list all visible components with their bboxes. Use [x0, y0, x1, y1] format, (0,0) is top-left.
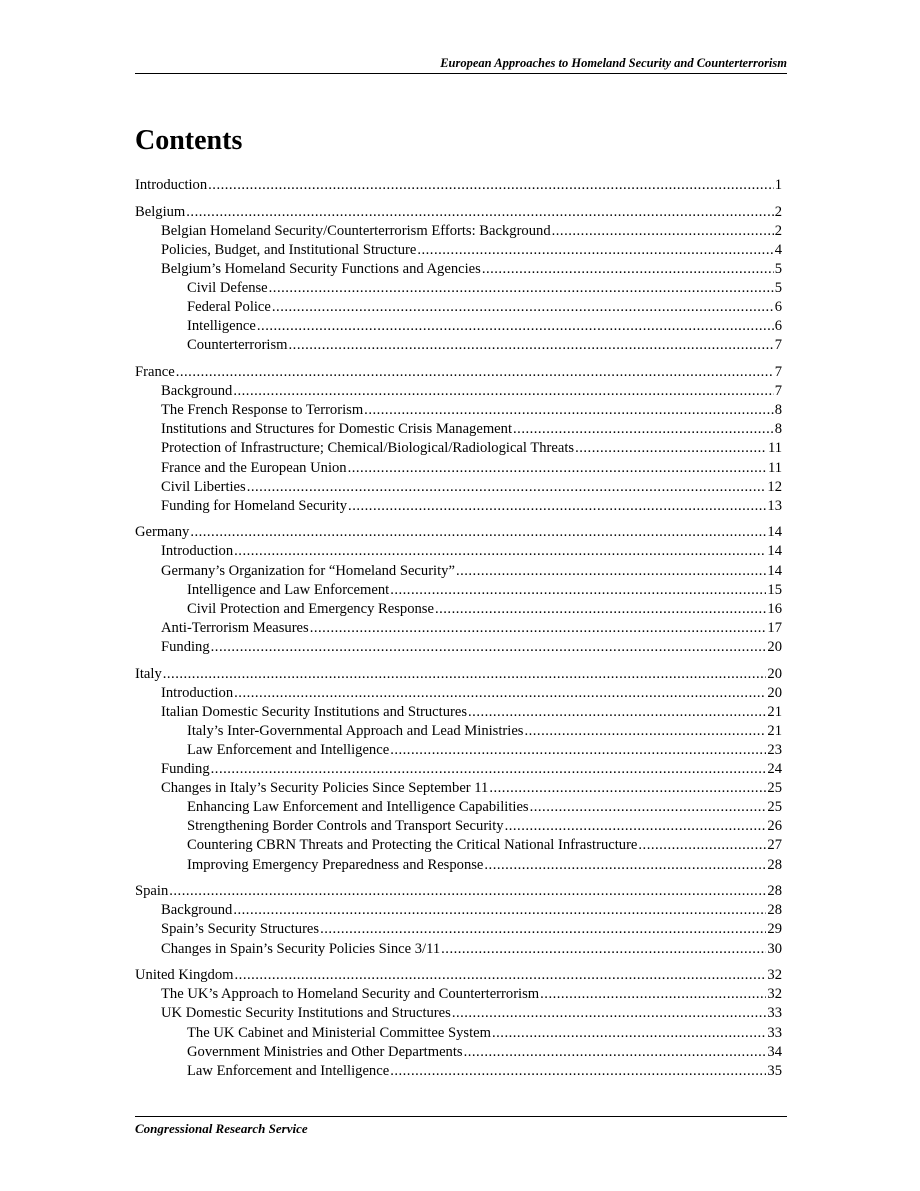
toc-entry-label: Italy’s Inter-Governmental Approach and Lead Ministries: [187, 722, 524, 739]
toc-entry[interactable]: [135, 985, 782, 1004]
toc-entry-page-number: 25: [767, 799, 782, 816]
toc-entry-page-number: 32: [767, 967, 782, 984]
toc-dot-leader: [552, 222, 774, 241]
toc-entry[interactable]: [135, 542, 782, 561]
toc-entry-page-number: 34: [767, 1043, 782, 1060]
toc-dot-leader: [289, 336, 774, 355]
toc-entry[interactable]: [135, 260, 782, 279]
toc-entry[interactable]: [135, 901, 782, 920]
toc-entry-page-number: 26: [767, 818, 782, 835]
toc-entry[interactable]: [135, 798, 782, 817]
toc-entry-label: The French Response to Terrorism: [161, 402, 364, 419]
toc-entry-label: United Kingdom: [135, 967, 234, 984]
toc-entry-page-number: 2: [774, 203, 782, 220]
toc-entry[interactable]: [135, 279, 782, 298]
toc-dot-leader: [348, 497, 766, 516]
toc-entry-page-number: 16: [767, 600, 782, 617]
toc-entry[interactable]: [135, 779, 782, 798]
toc-entry[interactable]: [135, 920, 782, 939]
toc-dot-leader: [530, 798, 767, 817]
toc-entry[interactable]: [135, 741, 782, 760]
toc-entry-label: Government Ministries and Other Departments: [187, 1043, 463, 1060]
toc-entry-page-number: 5: [774, 260, 782, 277]
toc-dot-leader: [234, 684, 766, 703]
toc-entry[interactable]: [135, 317, 782, 336]
toc-entry-page-number: 28: [767, 856, 782, 873]
toc-dot-leader: [482, 260, 774, 279]
toc-entry-label: Protection of Infrastructure; Chemical/Biological/Radiological Threats: [161, 440, 575, 457]
toc-dot-leader: [320, 920, 766, 939]
toc-dot-leader: [257, 317, 774, 336]
toc-entry-page-number: 5: [774, 280, 782, 297]
toc-entry-label: Belgian Homeland Security/Counterterrorism Efforts: Background: [161, 222, 551, 239]
toc-entry-label: France: [135, 364, 175, 381]
toc-entry-page-number: 15: [767, 581, 782, 598]
toc-entry-page-number: 7: [774, 337, 782, 354]
toc-entry[interactable]: [135, 336, 782, 355]
toc-dot-leader: [540, 985, 766, 1004]
toc-dot-leader: [464, 1043, 767, 1062]
toc-entry-label: Countering CBRN Threats and Protecting the Critical National Infrastructure: [187, 837, 638, 854]
toc-entry[interactable]: [135, 401, 782, 420]
toc-entry-label: Italian Domestic Security Institutions and Structures: [161, 703, 468, 720]
toc-dot-leader: [247, 478, 767, 497]
toc-dot-leader: [234, 542, 766, 561]
toc-entry-label: Funding: [161, 761, 210, 778]
toc-entry-page-number: 33: [767, 1005, 782, 1022]
toc-dot-leader: [269, 279, 774, 298]
toc-entry-label: The UK Cabinet and Ministerial Committee System: [187, 1024, 491, 1041]
running-header: European Approaches to Homeland Security and Counterterrorism: [440, 56, 787, 70]
toc-entry-page-number: 21: [767, 703, 782, 720]
toc-entry-page-number: 8: [774, 421, 782, 438]
toc-dot-leader: [484, 856, 766, 875]
toc-dot-leader: [186, 203, 773, 222]
toc-entry-label: Law Enforcement and Intelligence: [187, 1062, 390, 1079]
toc-dot-leader: [169, 882, 766, 901]
toc-entry[interactable]: [135, 581, 782, 600]
toc-entry-label: Changes in Italy’s Security Policies Since September 11: [161, 780, 489, 797]
toc-entry[interactable]: [135, 665, 782, 684]
toc-entry-label: Federal Police: [187, 299, 271, 316]
toc-entry[interactable]: [135, 638, 782, 657]
toc-entry-page-number: 14: [767, 543, 782, 560]
toc-entry-page-number: 2: [774, 222, 782, 239]
toc-dot-leader: [310, 619, 767, 638]
toc-entry-label: Policies, Budget, and Institutional Structure: [161, 241, 417, 258]
toc-entry-page-number: 1: [774, 177, 782, 193]
toc-dot-leader: [208, 176, 774, 195]
toc-entry-label: Institutions and Structures for Domestic Crisis Management: [161, 421, 513, 438]
toc-dot-leader: [390, 741, 766, 760]
toc-dot-leader: [505, 817, 767, 836]
running-footer: Congressional Research Service: [135, 1121, 308, 1136]
toc-entry[interactable]: [135, 222, 782, 241]
toc-dot-leader: [390, 581, 766, 600]
toc-entry[interactable]: [135, 600, 782, 619]
toc-dot-leader: [452, 1004, 767, 1023]
toc-entry-page-number: 35: [767, 1062, 782, 1079]
toc-entry-page-number: 20: [767, 684, 782, 701]
toc-entry[interactable]: [135, 1062, 782, 1081]
toc-entry-page-number: 6: [774, 299, 782, 316]
toc-dot-leader: [441, 940, 766, 959]
toc-entry-label: Introduction: [161, 543, 234, 560]
toc-entry[interactable]: [135, 298, 782, 317]
toc-entry-label: Changes in Spain’s Security Policies Since 3/11: [161, 940, 441, 957]
toc-entry-label: Funding for Homeland Security: [161, 497, 348, 514]
toc-entry-label: Background: [161, 383, 233, 400]
toc-entry[interactable]: [135, 817, 782, 836]
toc-entry[interactable]: [135, 176, 782, 195]
toc-entry-label: Civil Protection and Emergency Response: [187, 600, 434, 617]
toc-entry-label: Background: [161, 902, 233, 919]
toc-dot-leader: [272, 298, 774, 317]
toc-dot-leader: [233, 901, 766, 920]
toc-entry-label: Intelligence and Law Enforcement: [187, 581, 390, 598]
toc-dot-leader: [575, 439, 767, 458]
toc-dot-leader: [348, 459, 767, 478]
header-divider: [135, 73, 787, 74]
toc-dot-leader: [364, 401, 774, 420]
toc-dot-leader: [163, 665, 767, 684]
table-of-contents: [135, 176, 782, 1081]
toc-entry-page-number: 11: [767, 459, 782, 476]
toc-entry-page-number: 24: [767, 761, 782, 778]
toc-entry-page-number: 14: [767, 524, 782, 541]
toc-entry[interactable]: [135, 523, 782, 542]
toc-entry[interactable]: [135, 882, 782, 901]
toc-entry[interactable]: [135, 363, 782, 382]
toc-entry-page-number: 20: [767, 665, 782, 682]
toc-entry-label: Law Enforcement and Intelligence: [187, 742, 390, 758]
toc-entry-page-number: 11: [767, 440, 782, 457]
toc-entry-page-number: 23: [767, 742, 782, 758]
toc-entry-label: Improving Emergency Preparedness and Response: [187, 856, 484, 873]
toc-entry-label: France and the European Union: [161, 459, 347, 476]
toc-entry-label: Funding: [161, 638, 210, 655]
toc-entry-label: Counterterrorism: [187, 337, 288, 354]
toc-entry[interactable]: [135, 241, 782, 260]
toc-entry[interactable]: [135, 382, 782, 401]
toc-entry-page-number: 29: [767, 921, 782, 938]
toc-dot-leader: [435, 600, 766, 619]
toc-entry-page-number: 8: [774, 402, 782, 419]
toc-entry-page-number: 17: [767, 619, 782, 636]
toc-entry-label: Germany: [135, 524, 190, 541]
toc-entry-page-number: 6: [774, 318, 782, 335]
toc-dot-leader: [524, 722, 766, 741]
toc-entry-page-number: 12: [767, 478, 782, 495]
toc-dot-leader: [235, 966, 767, 985]
toc-entry-label: Strengthening Border Controls and Transport Security: [187, 818, 504, 835]
toc-entry-label: Civil Defense: [187, 280, 268, 297]
toc-entry[interactable]: [135, 439, 782, 458]
toc-entry-page-number: 27: [767, 837, 782, 854]
toc-entry[interactable]: [135, 619, 782, 638]
toc-dot-leader: [492, 1024, 766, 1043]
toc-entry[interactable]: [135, 1004, 782, 1023]
toc-entry-label: Enhancing Law Enforcement and Intelligence Capabilities: [187, 799, 529, 816]
toc-entry[interactable]: [135, 703, 782, 722]
toc-entry-label: Anti-Terrorism Measures: [161, 619, 309, 636]
toc-entry-page-number: 30: [767, 940, 782, 957]
toc-dot-leader: [233, 382, 773, 401]
toc-dot-leader: [417, 241, 773, 260]
toc-entry-page-number: 25: [767, 780, 782, 797]
toc-dot-leader: [489, 779, 766, 798]
toc-dot-leader: [456, 562, 766, 581]
toc-entry-page-number: 14: [767, 562, 782, 579]
toc-dot-leader: [176, 363, 774, 382]
toc-entry[interactable]: [135, 420, 782, 439]
toc-entry-label: Introduction: [135, 177, 208, 193]
toc-entry[interactable]: [135, 856, 782, 875]
toc-entry[interactable]: [135, 966, 782, 985]
toc-entry-page-number: 28: [767, 902, 782, 919]
toc-entry-page-number: 7: [774, 364, 782, 381]
toc-entry-page-number: 20: [767, 638, 782, 655]
toc-entry-label: Spain: [135, 883, 169, 900]
toc-entry[interactable]: [135, 1043, 782, 1062]
toc-entry[interactable]: [135, 478, 782, 497]
toc-entry-label: Civil Liberties: [161, 478, 246, 495]
toc-entry[interactable]: [135, 760, 782, 779]
toc-entry[interactable]: [135, 836, 782, 855]
toc-dot-leader: [390, 1062, 766, 1081]
toc-dot-leader: [468, 703, 766, 722]
toc-dot-leader: [638, 836, 766, 855]
toc-entry-page-number: 28: [767, 883, 782, 900]
toc-entry[interactable]: [135, 1024, 782, 1043]
toc-entry-page-number: 13: [767, 497, 782, 514]
toc-entry-page-number: 21: [767, 722, 782, 739]
toc-entry-page-number: 33: [767, 1024, 782, 1041]
toc-entry-page-number: 32: [767, 986, 782, 1003]
toc-entry-page-number: 7: [774, 383, 782, 400]
toc-dot-leader: [190, 523, 766, 542]
toc-entry[interactable]: [135, 940, 782, 959]
toc-dot-leader: [211, 638, 767, 657]
toc-entry-label: Intelligence: [187, 318, 256, 335]
toc-entry-label: Germany’s Organization for “Homeland Security”: [161, 562, 455, 579]
page-title: Contents: [135, 125, 243, 156]
toc-entry[interactable]: [135, 459, 782, 478]
toc-entry-label: The UK’s Approach to Homeland Security and Counterterrorism: [161, 986, 540, 1003]
toc-dot-leader: [211, 760, 767, 779]
toc-entry-label: Introduction: [161, 684, 234, 701]
toc-entry[interactable]: [135, 722, 782, 741]
toc-dot-leader: [513, 420, 774, 439]
toc-entry[interactable]: [135, 562, 782, 581]
toc-entry-label: Spain’s Security Structures: [161, 921, 320, 938]
toc-entry-label: Belgium’s Homeland Security Functions and Agencies: [161, 260, 481, 277]
toc-entry-label: Italy: [135, 665, 162, 682]
toc-entry-label: Belgium: [135, 203, 186, 220]
toc-entry-label: UK Domestic Security Institutions and Structures: [161, 1005, 451, 1022]
footer-divider: [135, 1116, 787, 1117]
toc-entry[interactable]: [135, 684, 782, 703]
toc-entry-page-number: 4: [774, 241, 782, 258]
toc-entry[interactable]: [135, 497, 782, 516]
toc-entry[interactable]: [135, 203, 782, 222]
